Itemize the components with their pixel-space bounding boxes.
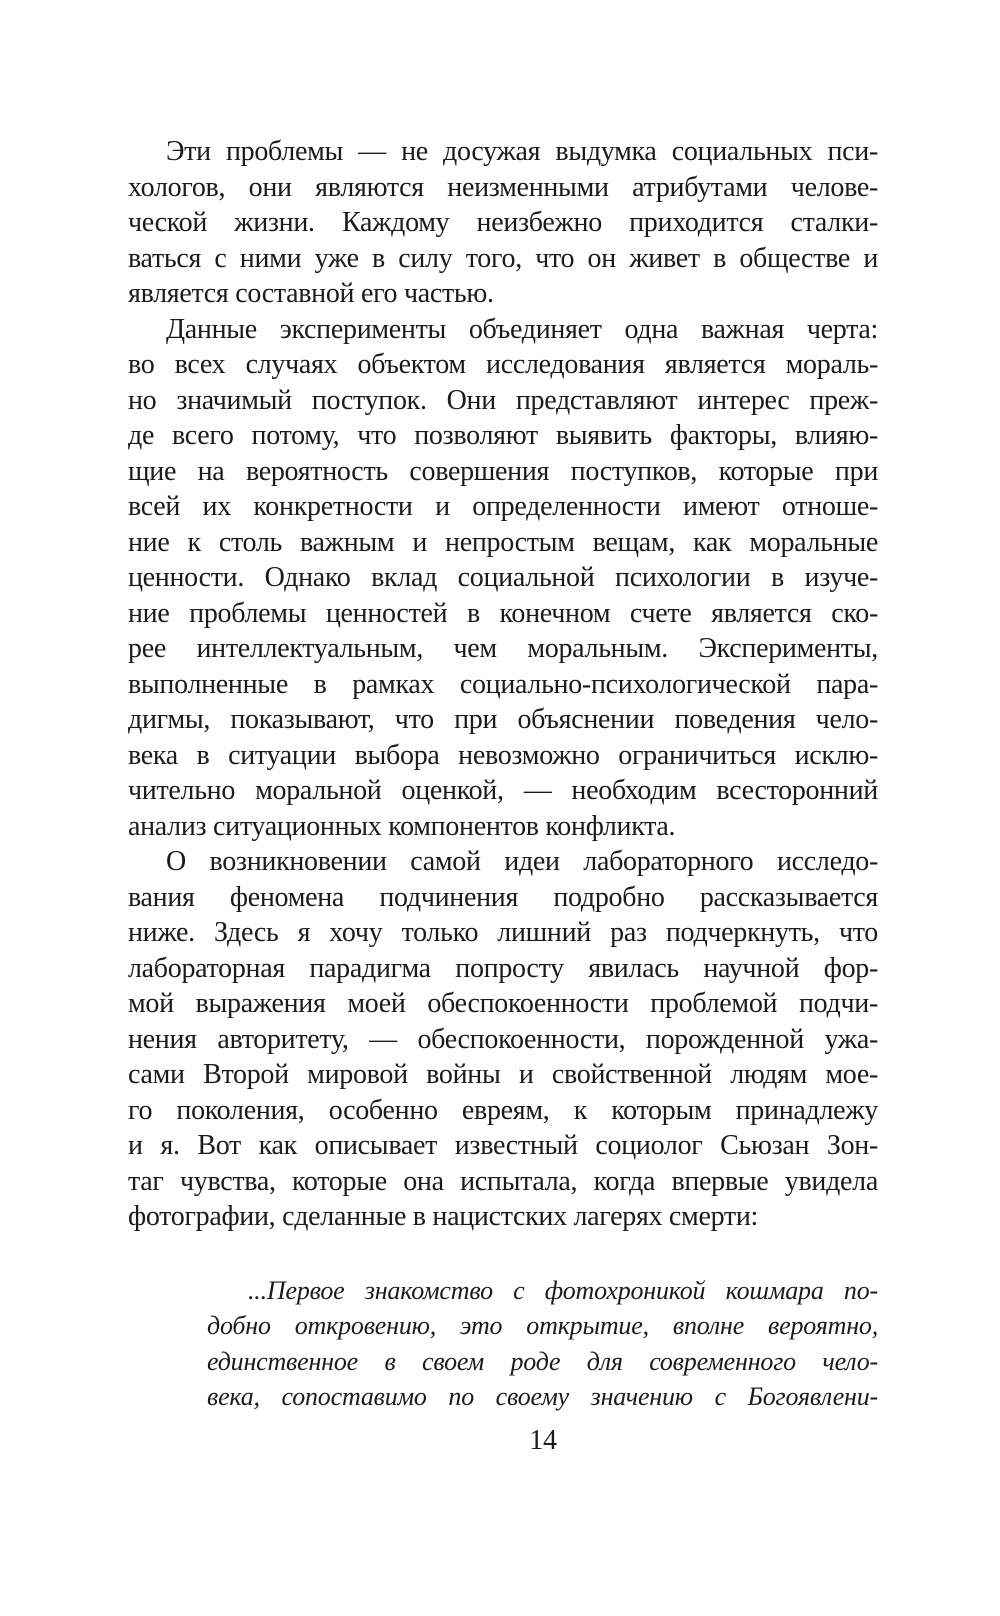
text-line: века в ситуации выбора невозможно ограничиться исклю- xyxy=(128,739,878,771)
text-line: но значимый поступок. Они представляют интерес преж- xyxy=(128,384,878,416)
text-line: анализ ситуационных компонентов конфликта. xyxy=(128,810,676,842)
text-line: щие на вероятность совершения поступков, которые при xyxy=(128,455,878,487)
text-line: нения авторитету, — обеспокоенности, порожденной ужа- xyxy=(128,1023,878,1055)
text-line: ...Первое знакомство с фотохроникой кошмара по- xyxy=(248,1275,878,1305)
text-line: лабораторная парадигма попросту явилась научной фор- xyxy=(128,952,878,984)
text-column xyxy=(128,134,878,1458)
text-line: является составной его частью. xyxy=(128,278,494,309)
text-line: во всех случаях объектом исследования является мораль- xyxy=(128,349,878,380)
text-line: фотографии, сделанные в нацистских лагерях смерти: xyxy=(128,1201,759,1232)
text-line: Эти проблемы — не досужая выдумка социальных пси- xyxy=(166,136,878,167)
text-line: и я. Вот как описывает известный социолог Сьюзан Зон- xyxy=(128,1130,878,1161)
text-line: ценности. Однако вклад социальной психологии в изуче- xyxy=(128,562,878,593)
paragraph-1 xyxy=(128,134,878,312)
text-line: хологов, они являются неизменными атрибутами челове- xyxy=(128,171,878,203)
text-line: рее интеллектуальным, чем моральным. Эксперименты, xyxy=(128,633,878,664)
text-line: чительно моральной оценкой, — необходим всесторонний xyxy=(128,775,878,806)
text-line: ниже. Здесь я хочу только лишний раз подчеркнуть, что xyxy=(128,917,878,948)
text-line: выполненные в рамках социально-психологической пара- xyxy=(128,668,878,700)
text-line: века, сопоставимо по своему значению с Богоявлени- xyxy=(207,1382,878,1411)
text-line: добно откровению, это открытие, вполне вероятно, xyxy=(207,1311,878,1340)
text-line: Данные эксперименты объединяет одна важная черта: xyxy=(166,313,878,345)
text-line: ческой жизни. Каждому неизбежно приходится сталки- xyxy=(128,207,878,238)
text-line: го поколения, особенно евреям, к которым принадлежу xyxy=(128,1094,878,1126)
text-line: де всего потому, что позволяют выявить факторы, влияю- xyxy=(128,420,878,451)
text-line: таг чувства, которые она испытала, когда впервые увидела xyxy=(128,1165,878,1197)
text-line: ние к столь важным и непростым вещам, как моральные xyxy=(128,526,878,558)
text-line: О возникновении самой идеи лабораторного исследо- xyxy=(166,846,878,877)
text-line: единственное в своем роде для современного чело- xyxy=(207,1346,878,1376)
text-line: сами Второй мировой войны и свойственной людям мое- xyxy=(128,1059,878,1090)
text-line: ние проблемы ценностей в конечном счете является ско- xyxy=(128,597,878,629)
text-line: всей их конкретности и определенности имеют отноше- xyxy=(128,491,878,522)
text-line: мой выражения моей обеспокоенности проблемой подчи- xyxy=(128,988,878,1019)
text-line: дигмы, показывают, что при объяснении поведения чело- xyxy=(128,704,878,735)
text-line: вания феномена подчинения подробно рассказывается xyxy=(128,881,878,913)
paragraph-2 xyxy=(128,312,878,845)
text-line: ваться с ними уже в силу того, что он живет в обществе и xyxy=(128,242,878,274)
page-number: 14 xyxy=(529,1424,557,1456)
paragraph-3 xyxy=(128,844,878,1235)
block-quote xyxy=(207,1273,878,1415)
